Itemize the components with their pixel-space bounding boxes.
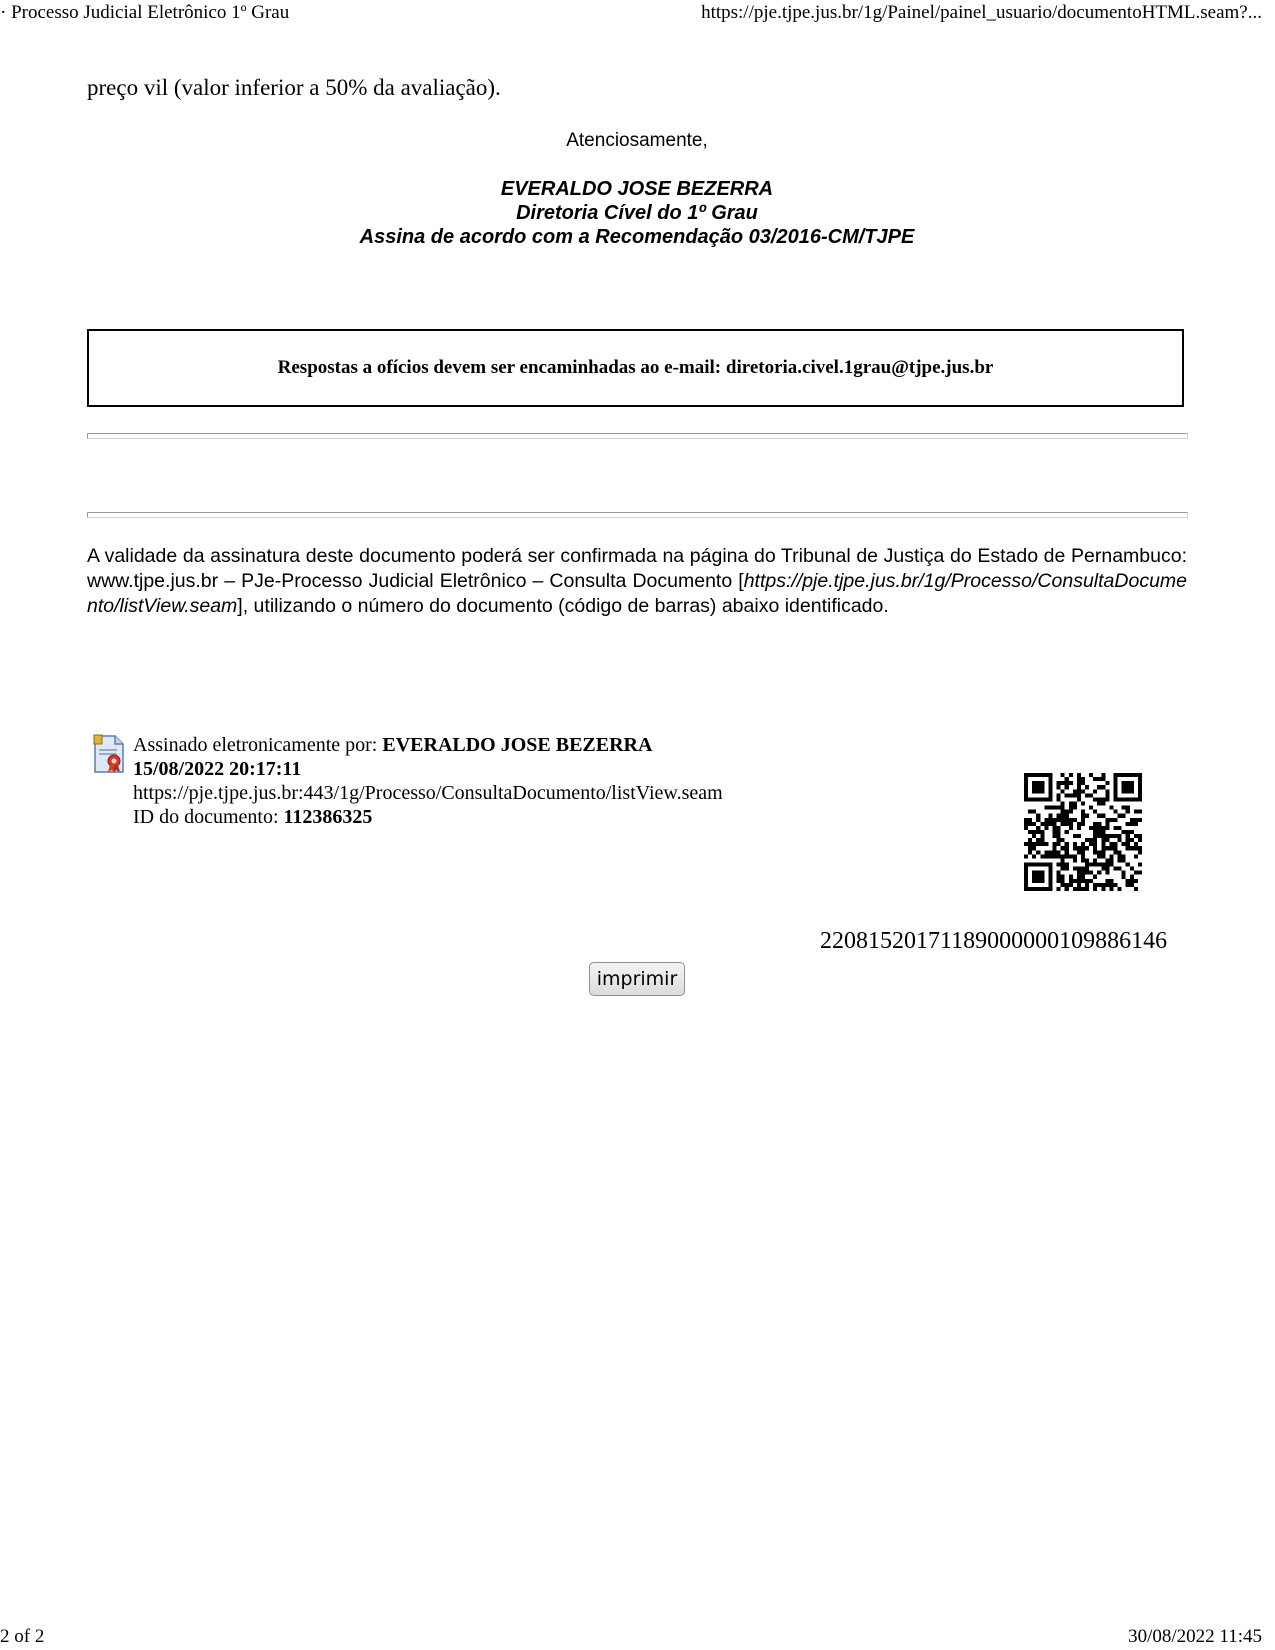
closing-text: Atenciosamente, — [566, 130, 708, 151]
print-footer-page-number: 2 of 2 — [0, 1626, 45, 1647]
continuation-text: preço vil (valor inferior a 50% da avaliação). — [87, 75, 501, 100]
email-notice-text: Respostas a ofícios devem ser encaminhadas ao e-mail: diretoria.civel.1grau@tjpe.jus.br — [277, 357, 994, 378]
divider — [87, 433, 1188, 439]
signed-by-label: Assinado eletronicamente por: — [133, 734, 383, 756]
signer-name: EVERALDO JOSE BEZERRA — [500, 178, 774, 200]
signed-by-name: EVERALDO JOSE BEZERRA — [382, 734, 653, 756]
electronic-signature-info — [133, 733, 723, 829]
divider — [87, 512, 1188, 518]
signed-at: 15/08/2022 20:17:11 — [133, 758, 302, 780]
print-button[interactable]: imprimir — [589, 962, 685, 996]
validation-text-start: A validade da assinatura deste documento poderá ser confirmada na página do Tribunal de Justiça do Estado de Pernambuco: www.tjpe.jus.br – PJe-Processo Judicial Eletrônico – Consulta Documento [ — [87, 545, 1187, 592]
print-header-page-title: · Processo Judicial Eletrônico 1º Grau — [0, 2, 290, 23]
validation-text-end: ], utilizando o número do documento (código de barras) abaixo identificado. — [237, 595, 889, 617]
signed-by-line — [133, 733, 723, 757]
print-footer-printed-at: 30/08/2022 11:45 — [1128, 1626, 1262, 1647]
verification-url: https://pje.tjpe.jus.br:443/1g/Processo/ConsultaDocumento/listView.seam — [133, 782, 723, 804]
barcode-number: 22081520171189000000109886146 — [820, 928, 1168, 954]
certificate-icon — [92, 734, 126, 774]
document-id-label: ID do documento: — [133, 806, 284, 828]
qr-code — [1024, 773, 1142, 891]
print-header-url: https://pje.tjpe.jus.br/1g/Painel/painel_usuario/documentoHTML.seam?... — [701, 2, 1262, 23]
signer-department: Diretoria Cível do 1º Grau — [516, 202, 758, 224]
email-notice-box — [87, 329, 1184, 407]
document-id: 112386325 — [283, 806, 373, 828]
consulta-documento-link[interactable]: https://pje.tjpe.jus.br/1g/Processo/ConsultaDocumento/listView.seam — [87, 570, 1187, 617]
signer-note: Assina de acordo com a Recomendação 03/2016-CM/TJPE — [359, 226, 915, 248]
signature-validation-paragraph — [87, 544, 1187, 619]
document-id-line — [133, 805, 723, 829]
signature-block — [87, 177, 1187, 249]
